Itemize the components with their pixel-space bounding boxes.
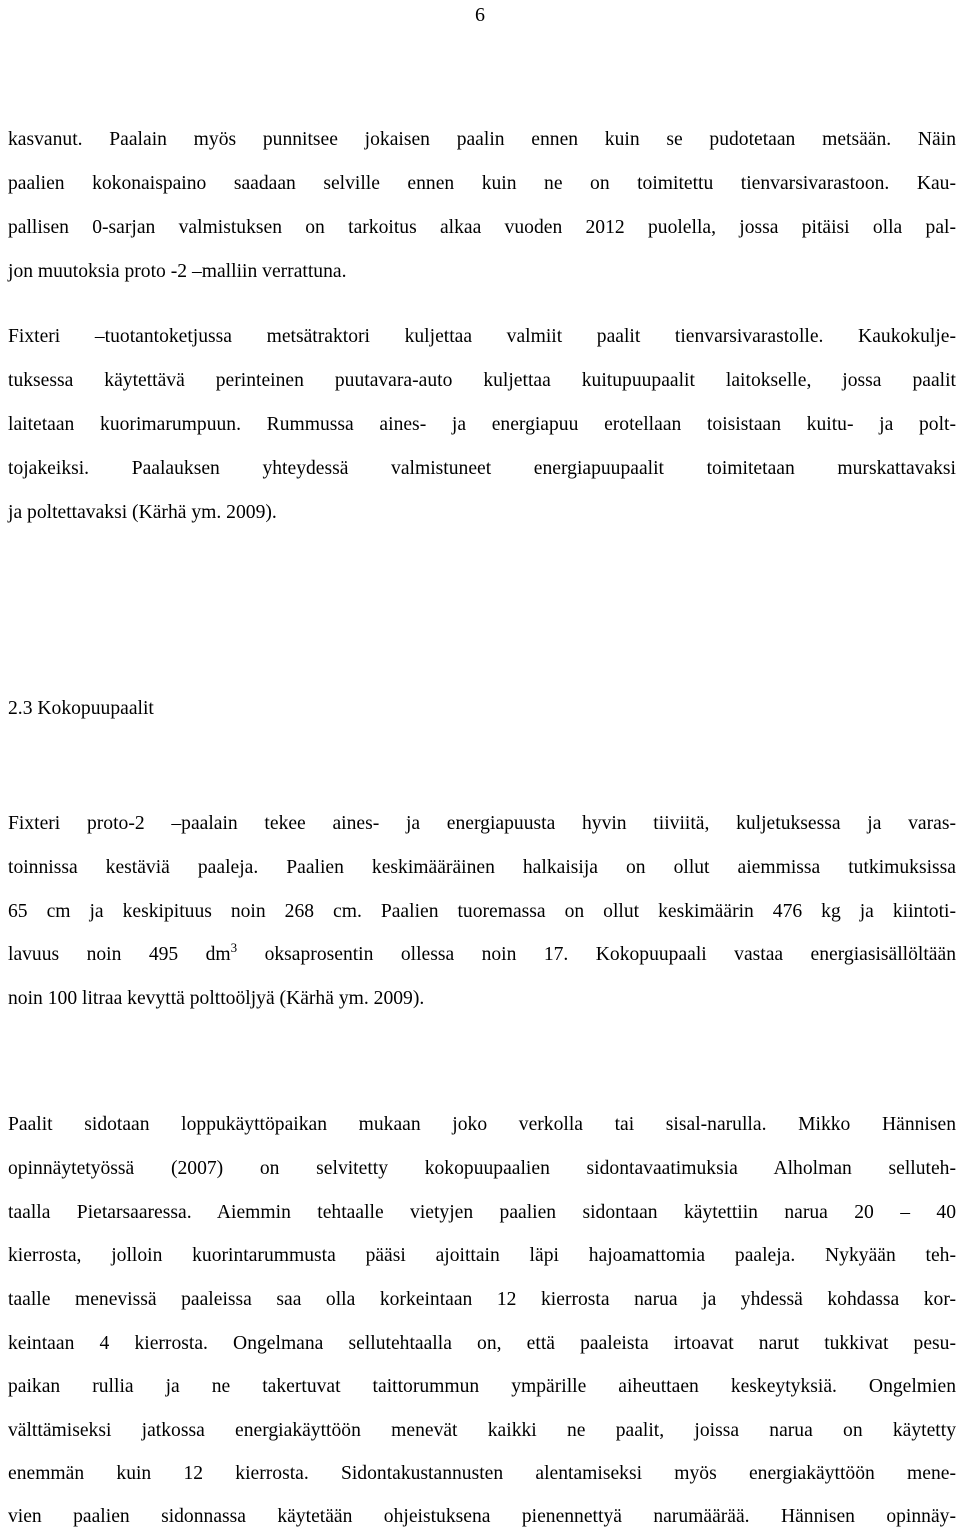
superscript-exponent: 3 [230, 941, 238, 955]
text-line: Fixteri –tuotantoketjussa metsätraktori kuljettaa valmiit paalit tienvarsivarastolle. Kaukokulje- [8, 326, 956, 347]
text-line: tojakeiksi. Paalauksen yhteydessä valmistuneet energiapuupaalit toimitetaan murskattavaksi [8, 458, 956, 479]
page-number: 6 [475, 4, 485, 26]
text-line: paikan rullia ja ne takertuvat taittorummun ympärille aiheuttaen keskeytyksiä. Ongelmien [8, 1376, 956, 1397]
text-segment: lavuus noin 495 dm [8, 944, 231, 965]
text-line: vien paalien sidonnassa käytetään ohjeistuksena pienennettyä narumäärää. Hännisen opinnäy- [8, 1506, 956, 1527]
text-line: toinnissa kestäviä paaleja. Paalien keskimääräinen halkaisija on ollut aiemmissa tutkimuksissa [8, 857, 956, 878]
text-line: enemmän kuin 12 kierrosta. Sidontakustannusten alentamiseksi myös energiakäyttöön mene- [8, 1463, 956, 1484]
text-line: ja poltettavaksi (Kärhä ym. 2009). [8, 502, 277, 523]
text-line: pallisen 0-sarjan valmistuksen on tarkoitus alkaa vuoden 2012 puolella, jossa pitäisi olla pal- [8, 217, 956, 238]
text-line: Paalit sidotaan loppukäyttöpaikan mukaan joko verkolla tai sisal-narulla. Mikko Hännisen [8, 1114, 956, 1135]
text-line: laitetaan kuorimarumpuun. Rummussa aines- ja energiapuu erotellaan toisistaan kuitu- ja polt- [8, 414, 956, 435]
text-line: taalle menevissä paaleissa saa olla korkeintaan 12 kierrosta narua ja yhdessä kohdassa kor- [8, 1289, 956, 1310]
text-line: paalien kokonaispaino saadaan selville ennen kuin ne on toimitettu tienvarsivarastoon. Kau- [8, 173, 956, 194]
section-heading: 2.3 Kokopuupaalit [8, 698, 154, 719]
text-line: noin 100 litraa kevyttä polttoöljyä (Kärhä ym. 2009). [8, 988, 425, 1009]
text-line: välttämiseksi jatkossa energiakäyttöön menevät kaikki ne paalit, joissa narua on käytetty [8, 1420, 956, 1441]
text-line: taalla Pietarsaaressa. Aiemmin tehtaalle vietyjen paalien sidontaan käytettiin narua 20 – 40 [8, 1202, 956, 1223]
text-line: keintaan 4 kierrosta. Ongelmana sellutehtaalla on, että paaleista irtoavat narut tukkivat pesu- [8, 1333, 956, 1354]
text-line: jon muutoksia proto -2 –malliin verrattuna. [8, 261, 347, 282]
text-segment: oksaprosentin ollessa noin 17. Kokopuupaali vastaa energiasisällöltään [237, 944, 956, 965]
text-line: kasvanut. Paalain myös punnitsee jokaisen paalin ennen kuin se pudotetaan metsään. Näin [8, 129, 956, 150]
text-line-with-superscript [8, 941, 956, 969]
text-line: 65 cm ja keskipituus noin 268 cm. Paalien tuoremassa on ollut keskimäärin 476 kg ja kiintoti- [8, 901, 956, 922]
text-line: opinnäytetyössä (2007) on selvitetty kokopuupaalien sidontavaatimuksia Alholman selluteh- [8, 1158, 956, 1179]
text-line: tuksessa käytettävä perinteinen puutavara-auto kuljettaa kuitupuupaalit laitokselle, jossa paalit [8, 370, 956, 391]
text-line: Fixteri proto-2 –paalain tekee aines- ja energiapuusta hyvin tiiviitä, kuljetuksessa ja varas- [8, 813, 956, 834]
text-line: kierrosta, jolloin kuorintarummusta pääsi ajoittain läpi hajoamattomia paaleja. Nykyään teh- [8, 1245, 956, 1266]
